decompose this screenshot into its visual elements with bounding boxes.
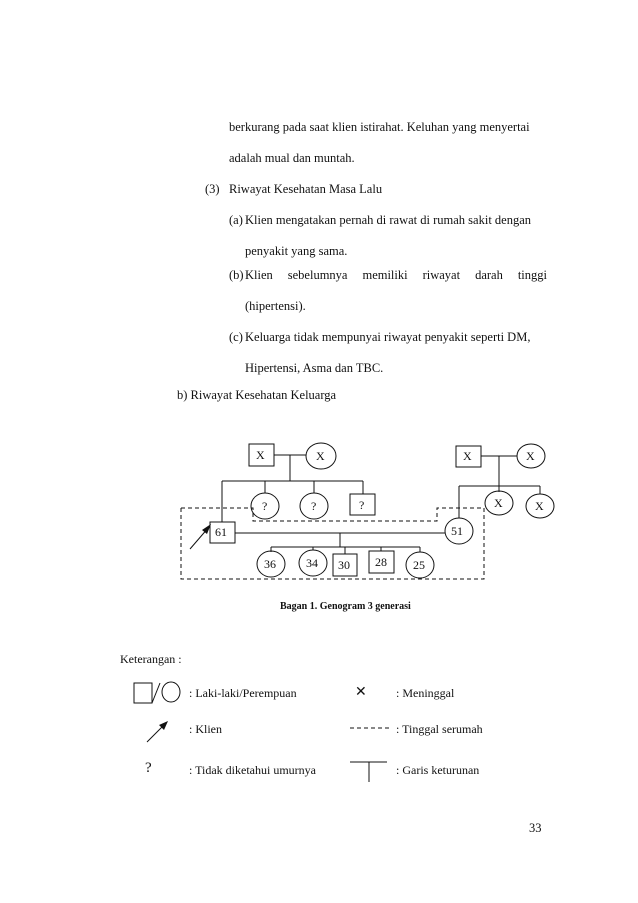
legend-unknown-age: : Tidak diketahui umurnya bbox=[189, 763, 316, 777]
item-b-word: sebelumnya bbox=[287, 268, 348, 282]
legend-male-square bbox=[134, 683, 152, 703]
item-c-line-1: Keluarga tidak mempunyai riwayat penyakit seperti DM, bbox=[245, 330, 531, 344]
unknown-mark: ? bbox=[262, 499, 268, 513]
client-age: 61 bbox=[215, 525, 227, 539]
text-line-2: adalah mual dan muntah. bbox=[229, 151, 355, 165]
deceased-mark: X bbox=[256, 448, 265, 462]
item-a-line-2: penyakit yang sama. bbox=[245, 244, 348, 258]
section-b-heading: b) Riwayat Kesehatan Keluarga bbox=[177, 388, 337, 402]
legend-client: : Klien bbox=[189, 722, 222, 736]
item-a-line-1: Klien mengatakan pernah di rawat di rumah sakit dengan bbox=[245, 213, 532, 227]
item-c-line-2: Hipertensi, Asma dan TBC. bbox=[245, 361, 384, 375]
legend-descent: : Garis keturunan bbox=[396, 763, 480, 777]
item-a-label: (a) bbox=[229, 213, 243, 227]
item-b-line-2: (hipertensi). bbox=[245, 299, 306, 313]
item-b-word: Klien bbox=[245, 268, 273, 282]
deceased-mark: X bbox=[494, 496, 503, 510]
spouse-age: 51 bbox=[451, 524, 463, 538]
text-line-1: berkurang pada saat klien istirahat. Keluhan yang menyertai bbox=[229, 120, 530, 134]
unknown-mark: ? bbox=[359, 498, 365, 512]
legend-deceased-symbol: ✕ bbox=[355, 685, 367, 700]
legend-female-circle bbox=[162, 682, 180, 702]
deceased-mark: X bbox=[526, 449, 535, 463]
legend-deceased: : Meninggal bbox=[396, 686, 455, 700]
deceased-mark: X bbox=[463, 449, 472, 463]
figure-caption: Bagan 1. Genogram 3 generasi bbox=[280, 601, 411, 612]
deceased-mark: X bbox=[535, 499, 544, 513]
child-age: 34 bbox=[306, 556, 318, 570]
item-b-word: memiliki bbox=[362, 268, 408, 282]
page-number: 33 bbox=[529, 821, 542, 835]
child-age: 28 bbox=[375, 555, 387, 569]
legend-title: Keterangan : bbox=[120, 652, 182, 666]
item-b-word: tinggi bbox=[517, 268, 547, 282]
child-age: 30 bbox=[338, 558, 350, 572]
item-c-label: (c) bbox=[229, 330, 243, 344]
item-3-title: Riwayat Kesehatan Masa Lalu bbox=[229, 182, 383, 196]
item-b-word: darah bbox=[475, 268, 503, 282]
child-age: 36 bbox=[264, 557, 276, 571]
legend-unknown-symbol: ? bbox=[145, 760, 152, 776]
child-age: 25 bbox=[413, 558, 425, 572]
item-b-word: riwayat bbox=[422, 268, 461, 282]
item-3-number: (3) bbox=[205, 182, 220, 196]
legend-household: : Tinggal serumah bbox=[396, 722, 483, 736]
legend-male-female: : Laki-laki/Perempuan bbox=[189, 686, 297, 700]
deceased-mark: X bbox=[316, 449, 325, 463]
item-b-label: (b) bbox=[229, 268, 244, 282]
unknown-mark: ? bbox=[311, 499, 317, 513]
